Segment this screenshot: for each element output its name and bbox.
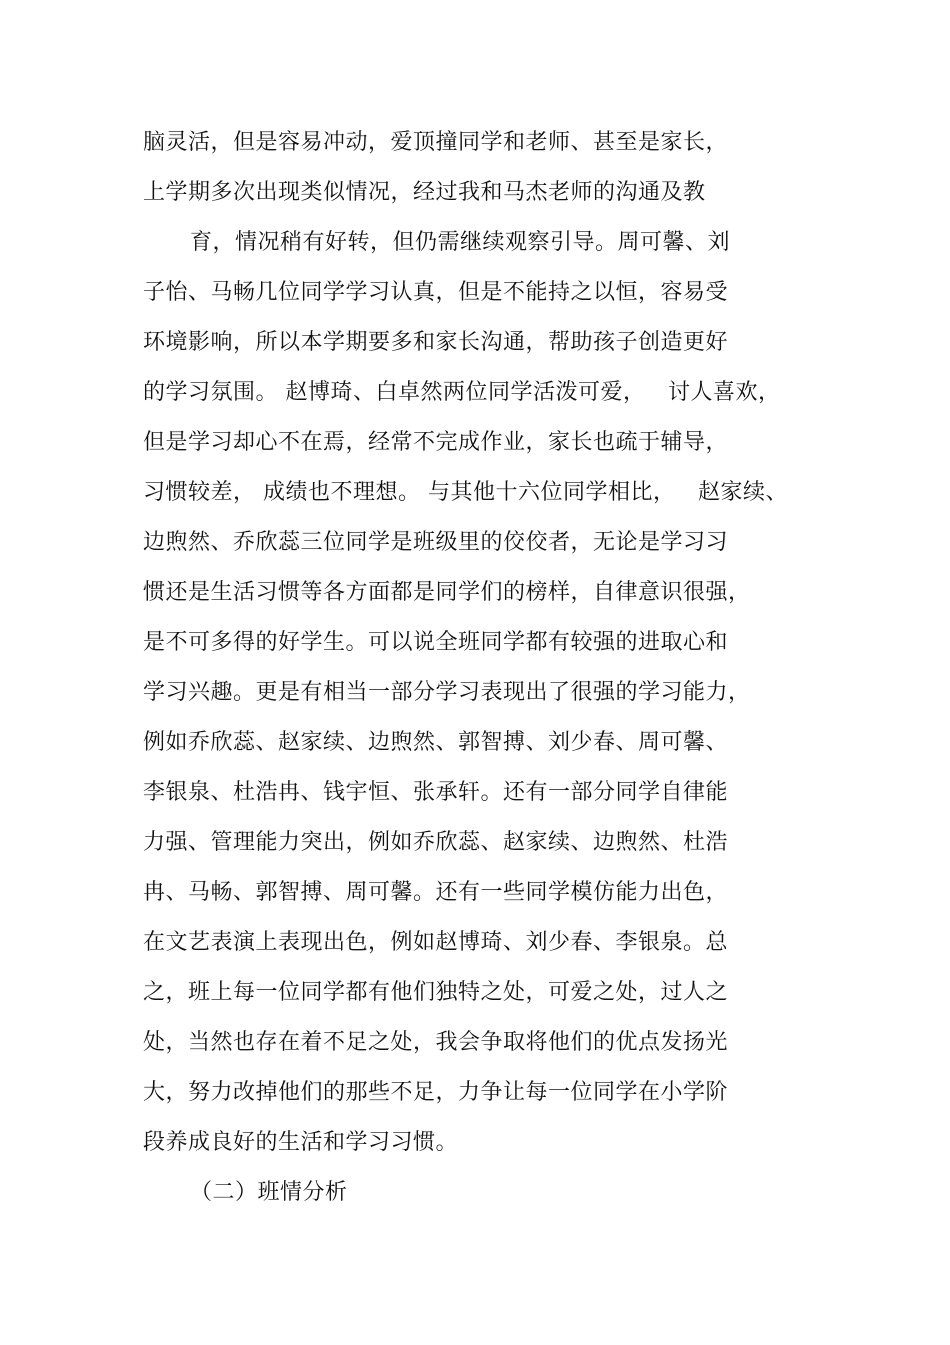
paragraph-line-7: 但是学习却心不在焉，经常不完成作业，家长也疏于辅导， [143,430,729,455]
paragraph-line-21: 段养成良好的生活和学习习惯。 [143,1130,459,1155]
paragraph-line-17: 在文艺表演上表现出色，例如赵博琦、刘少春、李银泉。总 [143,930,729,955]
paragraph-line-11: 是不可多得的好学生。可以说全班同学都有较强的进取心和 [143,630,729,655]
paragraph-line-14: 李银泉、杜浩冉、钱宇恒、张承轩。还有一部分同学自律能 [143,780,729,805]
paragraph-line-10: 惯还是生活习惯等各方面都是同学们的榜样，自律意识很强， [143,580,751,605]
paragraph-line-6: 的学习氛围。 赵博琦、白卓然两位同学活泼可爱， 讨人喜欢， [143,380,781,405]
paragraph-line-9: 边煦然、乔欣蕊三位同学是班级里的佼佼者，无论是学习习 [143,530,729,555]
paragraph-line-1: 脑灵活，但是容易冲动，爱顶撞同学和老师、甚至是家长， [143,130,729,155]
paragraph-line-16: 冉、马畅、郭智搏、周可馨。还有一些同学模仿能力出色， [143,880,729,905]
section-heading: （二）班情分析 [190,1180,348,1205]
paragraph-line-2: 上学期多次出现类似情况，经过我和马杰老师的沟通及教 [143,180,706,205]
paragraph-line-19: 处，当然也存在着不足之处，我会争取将他们的优点发扬光 [143,1030,729,1055]
paragraph-line-3: 育，情况稍有好转，但仍需继续观察引导。周可馨、刘 [190,230,731,255]
paragraph-line-13: 例如乔欣蕊、赵家续、边煦然、郭智搏、刘少春、周可馨、 [143,730,729,755]
paragraph-line-15: 力强、管理能力突出，例如乔欣蕊、赵家续、边煦然、杜浩 [143,830,729,855]
paragraph-line-4: 子怡、马畅几位同学学习认真，但是不能持之以恒，容易受 [143,280,729,305]
paragraph-line-18: 之，班上每一位同学都有他们独特之处，可爱之处，过人之 [143,980,729,1005]
paragraph-line-12: 学习兴趣。更是有相当一部分学习表现出了很强的学习能力， [143,680,751,705]
paragraph-line-5: 环境影响，所以本学期要多和家长沟通，帮助孩子创造更好 [143,330,729,355]
paragraph-line-20: 大，努力改掉他们的那些不足，力争让每一位同学在小学阶 [143,1080,729,1105]
paragraph-line-8: 习惯较差， 成绩也不理想。 与其他十六位同学相比， 赵家续、 [143,480,788,505]
